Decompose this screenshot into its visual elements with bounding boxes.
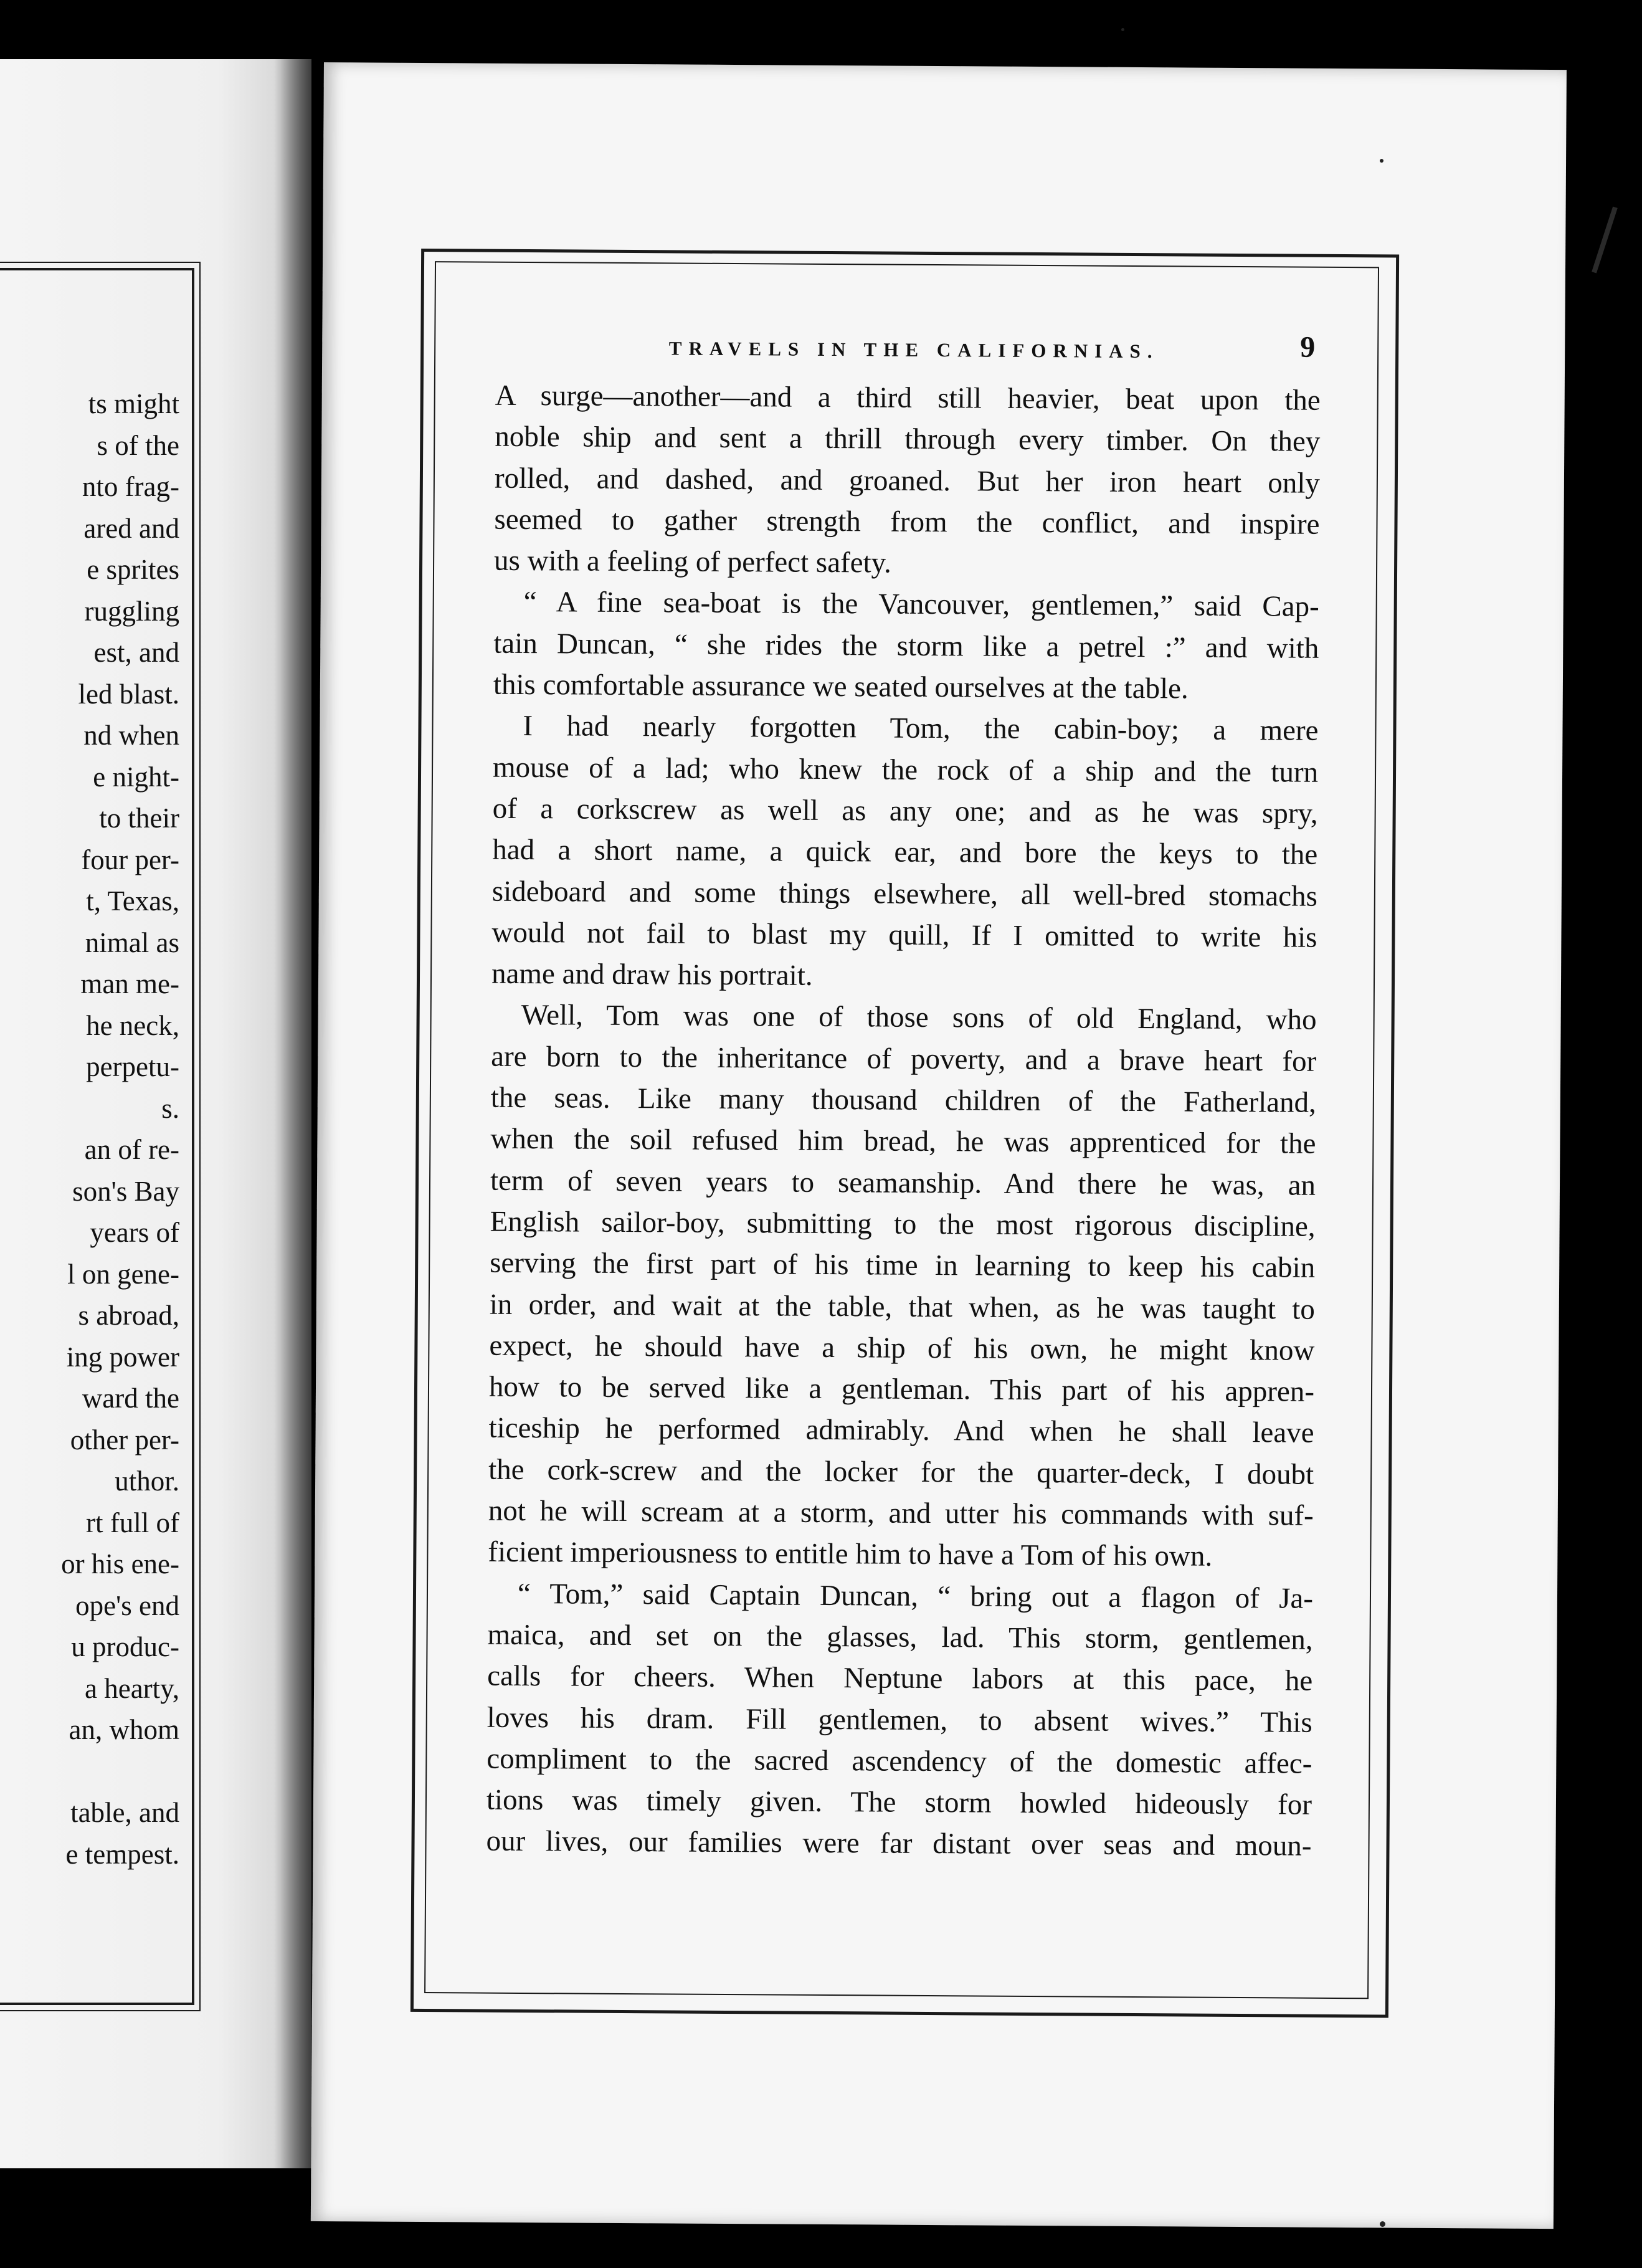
left-page-line: ts might (88, 388, 179, 419)
text-line: serving the first part of his time in learning to keep his cabin (490, 1246, 1316, 1284)
left-page-line: est, and (93, 637, 179, 668)
left-page-line: uthor. (115, 1465, 179, 1497)
text-line: our lives, our families were far distant over seas and moun- (486, 1825, 1312, 1863)
text-line: sideboard and some things elsewhere, all well-bred stomachs (491, 875, 1318, 913)
text-line: maica, and set on the glasses, lad. This storm, gentlemen, (487, 1618, 1313, 1656)
left-page-line: nto frag- (82, 471, 179, 502)
text-line: the seas. Like many thousand children of the Fatherland, (490, 1081, 1316, 1119)
text-line: in order, and wait at the table, that when, as he was taught to (489, 1288, 1315, 1326)
text-line: are born to the inheritance of poverty, and a brave heart for (491, 1040, 1317, 1078)
left-page-line: an, whom (69, 1714, 179, 1745)
left-page-line: son's Bay (72, 1175, 179, 1207)
text-line: compliment to the sacred ascendency of the domestic affec- (486, 1742, 1312, 1780)
text-line: when the soil refused him bread, he was apprenticed for the (490, 1123, 1316, 1161)
left-page-line: other per- (70, 1424, 179, 1456)
text-line: would not fail to blast my quill, If I omitted to write his (491, 916, 1317, 954)
text-line: of a corkscrew as well as any one; and as he was spry, (492, 792, 1318, 830)
left-page-line: years of (90, 1217, 179, 1248)
left-page-line: ward the (82, 1383, 179, 1414)
left-page-line: ared and (83, 512, 179, 544)
left-page-line: e sprites (87, 554, 179, 585)
left-page-line: perpetu- (86, 1051, 179, 1082)
text-line: I had nearly forgotten Tom, the cabin-boy; a mere (523, 710, 1319, 748)
left-page-line: man me- (80, 968, 179, 999)
left-page-line: nd when (83, 720, 179, 751)
left-page-line: an of re- (84, 1134, 179, 1165)
left-page-line: nimal as (85, 927, 179, 958)
scan-edge-mark (1592, 206, 1618, 273)
facing-page-left (0, 59, 311, 2168)
left-page-line: ing power (66, 1341, 179, 1373)
text-line: rolled, and dashed, and groaned. But her iron heart only (494, 462, 1321, 500)
text-line: tain Duncan, “ she rides the storm like a petrel :” and with (493, 627, 1319, 665)
text-line: A surge—another—and a third still heavier, beat upon the (495, 379, 1321, 417)
left-page-line: e tempest. (65, 1838, 179, 1870)
text-line: calls for cheers. When Neptune labors at this pace, he (487, 1659, 1313, 1697)
text-line: term of seven years to seamanship. And there he was, an (490, 1164, 1316, 1202)
page-number: 9 (1300, 330, 1316, 364)
text-line: “ A fine sea-boat is the Vancouver, gentlemen,” said Cap- (523, 586, 1319, 624)
left-page-line: or his ene- (61, 1548, 179, 1580)
text-line: noble ship and sent a thrill through every timber. On they (495, 420, 1321, 459)
left-page-line: u produc- (71, 1631, 179, 1662)
left-page-line: s. (161, 1092, 179, 1124)
text-line: mouse of a lad; who knew the rock of a ship and the turn (492, 751, 1319, 789)
text-line: English sailor-boy, submitting to the most rigorous discipline, (490, 1205, 1316, 1243)
left-page-line: a hearty, (85, 1672, 179, 1704)
scan-speck (1380, 159, 1383, 163)
left-page-line: led blast. (78, 678, 179, 710)
text-line: “ Tom,” said Captain Duncan, “ bring out a flagon of Ja- (517, 1577, 1314, 1615)
text-line: expect, he should have a ship of his own, he might know (489, 1329, 1315, 1367)
left-page-line: table, and (70, 1797, 179, 1828)
left-page-line: he neck, (86, 1009, 179, 1041)
left-page-line: s of the (97, 429, 179, 461)
text-line: ticeship he performed admirably. And when he shall leave (488, 1412, 1314, 1450)
text-line: loves his dram. Fill gentlemen, to absent wives.” This (486, 1701, 1312, 1739)
text-line: ficient imperiousness to entitle him to have a Tom of his own. (488, 1535, 1213, 1573)
running-head: TRAVELS IN THE CALIFORNIAS. (668, 337, 1159, 363)
text-line: had a short name, a quick ear, and bore the keys to the (492, 833, 1318, 872)
body-text (486, 375, 1321, 1867)
text-line: not he will scream at a storm, and utter his commands with suf- (488, 1494, 1314, 1532)
left-page-line: ope's end (75, 1589, 179, 1621)
left-page-line: l on gene- (67, 1258, 179, 1290)
left-page-line: to their (99, 803, 179, 834)
left-page-line: t, Texas, (86, 885, 179, 917)
text-line: name and draw his portrait. (491, 957, 813, 992)
text-line: us with a feeling of perfect safety. (493, 544, 891, 579)
text-line: the cork-screw and the locker for the quarter-deck, I doubt (488, 1453, 1314, 1491)
text-line: seemed to gather strength from the conflict, and inspire (494, 503, 1320, 541)
left-page-line: s abroad, (78, 1300, 179, 1331)
text-line: this comfortable assurance we seated ourselves at the table. (493, 668, 1189, 705)
left-page-line: ruggling (84, 595, 179, 627)
left-page-line: four per- (81, 844, 179, 875)
left-page-line: rt full of (86, 1507, 179, 1538)
scan-speck (1380, 2221, 1385, 2227)
left-page-line (0, 1751, 179, 1793)
text-line: tions was timely given. The storm howled hideously for (486, 1783, 1312, 1821)
text-line: how to be served like a gentleman. This part of his appren- (488, 1370, 1315, 1408)
left-page-text (0, 383, 179, 1875)
left-page-line: e night- (93, 761, 179, 793)
page-9 (311, 62, 1567, 2229)
text-line: Well, Tom was one of those sons of old England, who (521, 999, 1317, 1037)
scan-speck (1121, 28, 1124, 31)
